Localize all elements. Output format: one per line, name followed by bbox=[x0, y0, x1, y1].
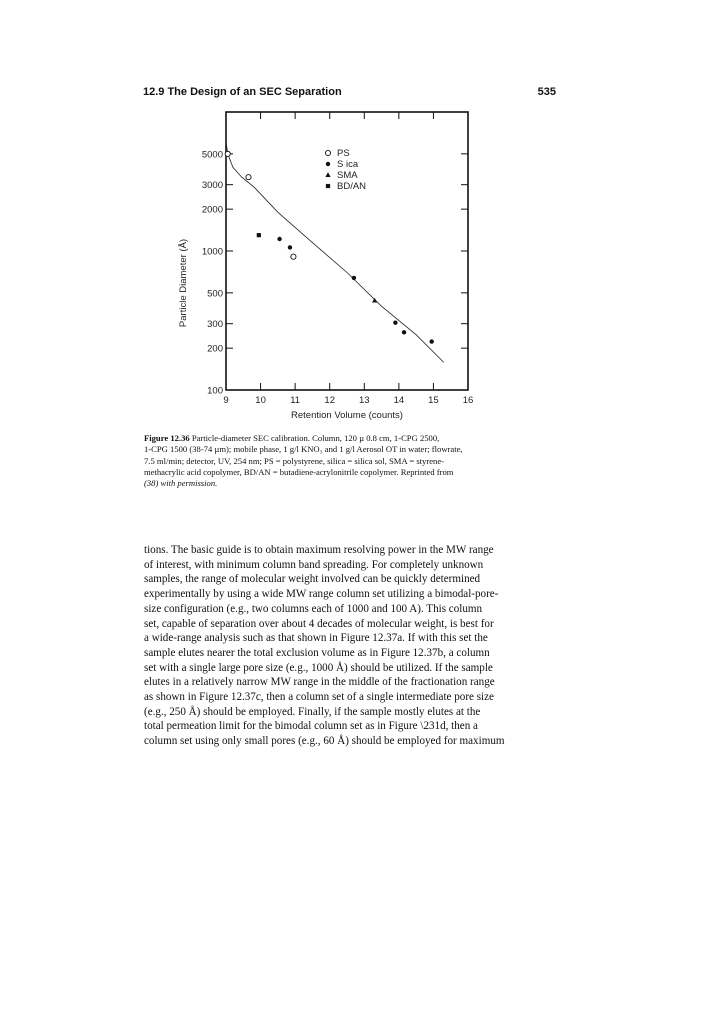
y-tick-label: 100 bbox=[207, 385, 223, 397]
legend-label: PS bbox=[337, 148, 350, 159]
data-point-silica bbox=[430, 339, 434, 343]
caption-line bbox=[144, 433, 564, 444]
caption-line: 1-CPG 1500 (38-74 µm); mobile phase, 1 g/l KNO₃ and 1 g/l Aerosol OT in water; flowrate, bbox=[144, 444, 463, 455]
body-line: sample elutes nearer the total exclusion volume as in Figure 12.37b, a column bbox=[144, 646, 490, 659]
page-number: 535 bbox=[537, 86, 556, 98]
section-title: 12.9 The Design of an SEC Separation bbox=[143, 86, 342, 98]
body-line: tions. The basic guide is to obtain maximum resolving power in the MW range bbox=[144, 544, 494, 556]
data-point-silica bbox=[288, 245, 292, 249]
legend-marker bbox=[326, 162, 330, 166]
caption-figure-label: Figure 12.36 bbox=[144, 433, 190, 443]
body-line: of interest, with minimum column band spreading. For completely unknown bbox=[144, 558, 484, 571]
x-axis-title: Retention Volume (counts) bbox=[291, 410, 403, 421]
x-tick-label: 9 bbox=[223, 395, 229, 406]
x-tick-label: 15 bbox=[428, 395, 439, 406]
y-tick-label: 200 bbox=[207, 343, 223, 355]
data-point-sma bbox=[372, 298, 377, 303]
x-tick-label: 16 bbox=[462, 395, 474, 406]
body-line: total permeation limit for the bimodal column set as in Figure \231d, then a bbox=[144, 720, 478, 733]
body-line: (e.g., 250 Å) should be employed. Finally, if the sample mostly elutes at the bbox=[144, 705, 481, 718]
figure-caption bbox=[144, 433, 564, 489]
body-line: set, capable of separation over about 4 decades of molecular weight, is best for bbox=[144, 617, 494, 630]
caption-line: methacrylic acid copolymer, BD/AN = butadiene-acrylonitrile copolymer. Reprinted from bbox=[144, 466, 454, 477]
legend-marker bbox=[325, 150, 330, 155]
body-line: samples, the range of molecular weight involved can be quickly determined bbox=[144, 573, 481, 586]
caption-line: (38) with permission. bbox=[144, 478, 218, 489]
legend-marker bbox=[326, 184, 330, 188]
data-points bbox=[225, 151, 434, 344]
caption-line: 7.5 ml/min; detector, UV, 254 nm; PS = polystyrene, silica = silica sol, SMA = styrene- bbox=[144, 455, 444, 466]
x-tick-label: 10 bbox=[255, 395, 266, 406]
calibration-chart bbox=[170, 100, 490, 430]
caption-text: Particle-diameter SEC calibration. Column, 120 µ 0.8 cm, 1-CPG 2500, bbox=[191, 433, 440, 443]
body-line: a wide-range analysis such as that shown in Figure 12.37a. If with this set the bbox=[144, 632, 488, 645]
data-point-ps bbox=[225, 151, 230, 156]
data-point-silica bbox=[402, 330, 406, 334]
x-tick-label: 12 bbox=[324, 395, 336, 406]
x-tick-label: 14 bbox=[393, 395, 405, 406]
x-tick-label: 11 bbox=[290, 395, 301, 406]
legend bbox=[325, 148, 366, 192]
y-tick-label: 500 bbox=[207, 288, 223, 300]
data-point-ps bbox=[291, 254, 296, 259]
y-tick-label: 300 bbox=[207, 319, 223, 331]
body-line: experimentally by using a wide MW range column set utilizing a bimodal-pore- bbox=[144, 588, 499, 601]
y-tick-label: 1000 bbox=[201, 246, 223, 258]
body-line: as shown in Figure 12.37c, then a column set of a single intermediate pore size bbox=[144, 691, 494, 704]
legend-label: BD/AN bbox=[337, 181, 367, 192]
y-tick-label: 3000 bbox=[201, 180, 223, 192]
data-point-silica bbox=[393, 320, 397, 324]
data-point-ps bbox=[246, 175, 251, 180]
y-axis-title: Particle Diameter (Å) bbox=[178, 238, 189, 328]
x-tick-label: 13 bbox=[358, 395, 370, 406]
data-point-silica bbox=[352, 276, 356, 280]
data-point-silica bbox=[277, 237, 281, 241]
body-line: size configuration (e.g., two columns each of 1000 and 100 A). This column bbox=[144, 602, 483, 615]
data-point-bdan bbox=[257, 233, 261, 237]
legend-label: SMA bbox=[337, 170, 358, 181]
body-line: column set using only small pores (e.g., 60 Å) should be employed for maximum bbox=[144, 735, 505, 748]
body-line: set with a single large pore size (e.g., 1000 Å) should be utilized. If the sample bbox=[144, 661, 493, 674]
legend-marker bbox=[325, 172, 330, 177]
body-line: elutes in a relatively narrow MW range in the middle of the fractionation range bbox=[144, 676, 495, 689]
body-paragraph bbox=[144, 543, 566, 749]
calibration-figure bbox=[170, 100, 490, 430]
legend-label: S ica bbox=[337, 159, 359, 170]
y-tick-label: 5000 bbox=[201, 149, 223, 161]
calibration-curve bbox=[226, 141, 444, 363]
y-tick-label: 2000 bbox=[201, 204, 223, 216]
